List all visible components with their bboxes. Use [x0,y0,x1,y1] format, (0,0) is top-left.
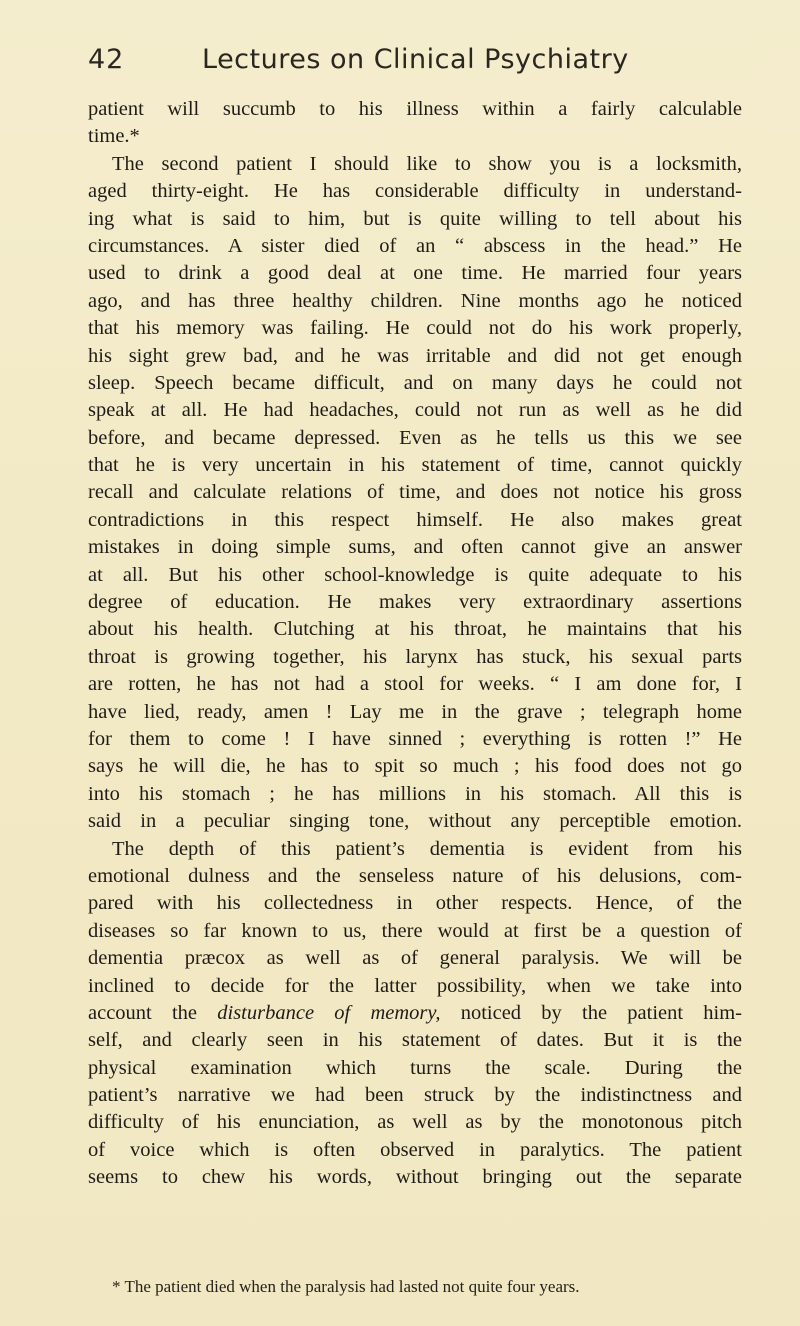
text-line: ing what is said to him, but is quite willing to tell about his [88,207,742,230]
text-line: says he will die, he has to spit so much ; his food does not go [88,755,742,778]
text-line: of voice which is often observed in paralytics. The patient [88,1138,742,1161]
running-head [88,40,748,92]
text-line: throat is growing together, his larynx has stuck, his sexual parts [88,645,742,668]
text-line: The second patient I should like to show you is a locksmith, [112,152,742,175]
page-number: 42 [88,44,125,75]
text-line: speak at all. He had headaches, could not run as well as he did [88,399,742,422]
running-title: Lectures on Clinical Psychiatry [202,44,629,75]
text-line: that he is very uncertain in his statement of time, cannot quickly [88,454,742,477]
text-line: ago, and has three healthy children. Nine months ago he noticed [88,289,742,312]
text-line: physical examination which turns the scale. During the [88,1056,742,1079]
text-line: diseases so far known to us, there would at first be a question of [88,919,742,942]
text-fragment: account the [88,1001,218,1024]
text-line: for them to come ! I have sinned ; everything is rotten !” He [88,727,742,750]
text-line: are rotten, he has not had a stool for weeks. “ I am done for, I [88,673,742,696]
text-line: into his stomach ; he has millions in his stomach. All this is [88,782,742,805]
text-line: patient’s narrative we had been struck by the indistinctness and [88,1084,742,1107]
text-line: before, and became depressed. Even as he tells us this we see [88,426,742,449]
text-line: circumstances. A sister died of an “ abscess in the head.” He [88,234,742,257]
text-line: aged thirty-eight. He has considerable difficulty in understand- [88,180,742,203]
text-line: patient will succumb to his illness within a fairly calculable [88,98,742,120]
text-line: contradictions in this respect himself. He also makes great [88,508,742,531]
text-line: that his memory was failing. He could not do his work properly, [88,317,742,340]
text-line: The depth of this patient’s dementia is evident from his [112,837,742,860]
text-line: difficulty of his enunciation, as well as by the monotonous pitch [88,1111,742,1134]
text-line: emotional dulness and the senseless nature of his delusions, com- [88,864,742,887]
text-fragment: noticed by the patient him- [440,1001,742,1024]
text-line: his sight grew bad, and he was irritable and did not get enough [88,344,742,367]
text-line: sleep. Speech became difficult, and on many days he could not [88,371,742,394]
footnote: * The patient died when the paralysis had lasted not quite four years. [112,1277,580,1296]
text-line-mixed [88,1000,742,1027]
text-line: used to drink a good deal at one time. He married four years [88,262,742,285]
text-line: dementia præcox as well as of general paralysis. We will be [88,947,742,970]
text-line: have lied, ready, amen ! Lay me in the grave ; telegraph home [88,700,742,723]
text-line: time.* [88,125,140,148]
italic-emphasis: disturbance of memory, [217,1001,441,1024]
text-line: self, and clearly seen in his statement of dates. But it is the [88,1029,742,1052]
text-line: inclined to decide for the latter possibility, when we take into [88,974,742,997]
text-line: at all. But his other school-knowledge is quite adequate to his [88,563,742,586]
text-line: said in a peculiar singing tone, without any perceptible emotion. [88,810,742,833]
text-line: degree of education. He makes very extraordinary assertions [88,591,742,614]
text-line: about his health. Clutching at his throat, he maintains that his [88,618,742,641]
text-line: mistakes in doing simple sums, and often cannot give an answer [88,536,742,559]
text-line: recall and calculate relations of time, and does not notice his gross [88,481,742,504]
body-text [88,96,742,1192]
text-line: pared with his collectedness in other respects. Hence, of the [88,892,742,915]
text-line: seems to chew his words, without bringing out the separate [88,1166,742,1189]
